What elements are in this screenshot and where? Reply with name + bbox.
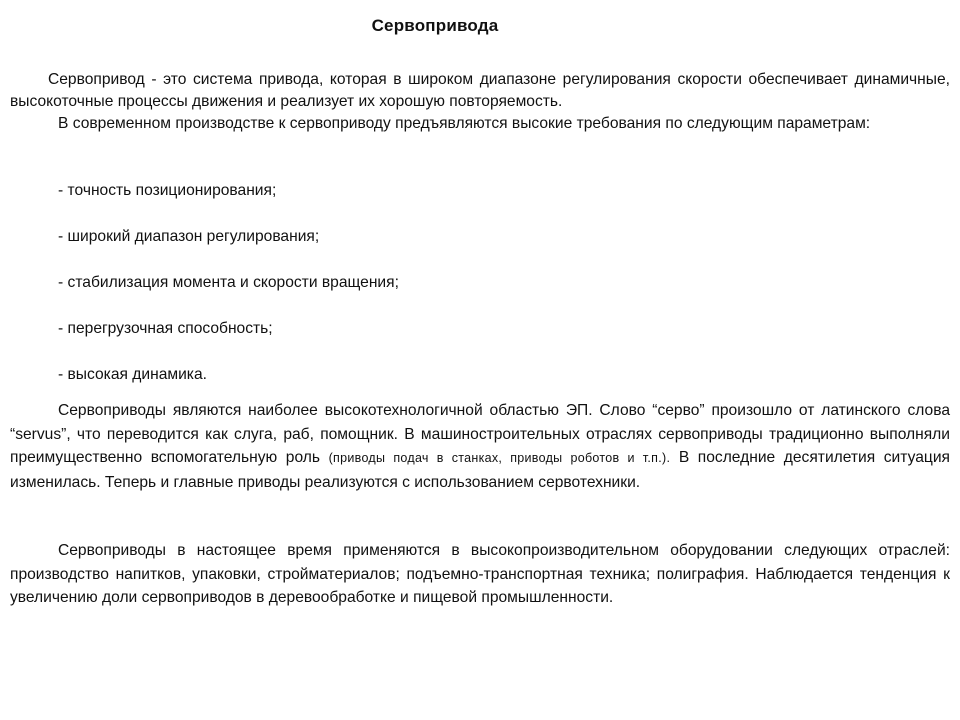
history-text-before: Сервоприводы являются наиболее высокотехнологичной областью ЭП. Слово “серво” произошло от латинского слова “servus”, что переводится как слуга, раб, помощник. В машиностроительных отраслях сервоприводы традиционно выполняли преимущественно вспомогательную роль — [10, 402, 950, 466]
history-paragraph — [10, 399, 950, 494]
applications-paragraph: Сервоприводы в настоящее время применяются в высокопроизводительном оборудовании следующих отраслей: производство напитков, упаковки, стройматериалов; подъемно-транспортная техника; полиграфия. Наблюдается тенденция к увеличению доли сервоприводов в деревообработке и пищевой промышленности. — [10, 542, 950, 606]
history-text-after: В последние десятилетия ситуация изменилась. Теперь и главные приводы реализуются с использованием сервотехники. — [10, 449, 950, 491]
definition-paragraph: Сервопривод - это система привода, которая в широком диапазоне регулирования скорости обеспечивает динамичные, высокоточные процессы движения и реализует их хорошую повторяемость. — [10, 71, 950, 110]
requirements-intro-paragraph: В современном производстве к сервоприводу предъявляются высокие требования по следующим параметрам: — [58, 115, 871, 132]
list-item: - перегрузочная способность; — [58, 320, 273, 337]
list-item: - высокая динамика. — [58, 366, 207, 383]
history-aside: (приводы подач в станках, приводы роботов и т.п.). — [328, 451, 671, 465]
list-item: - широкий диапазон регулирования; — [58, 228, 320, 245]
requirements-list — [58, 180, 938, 410]
list-item: - стабилизация момента и скорости вращения; — [58, 274, 399, 291]
page-title: Сервопривода — [371, 16, 499, 35]
list-item: - точность позиционирования; — [58, 182, 277, 199]
